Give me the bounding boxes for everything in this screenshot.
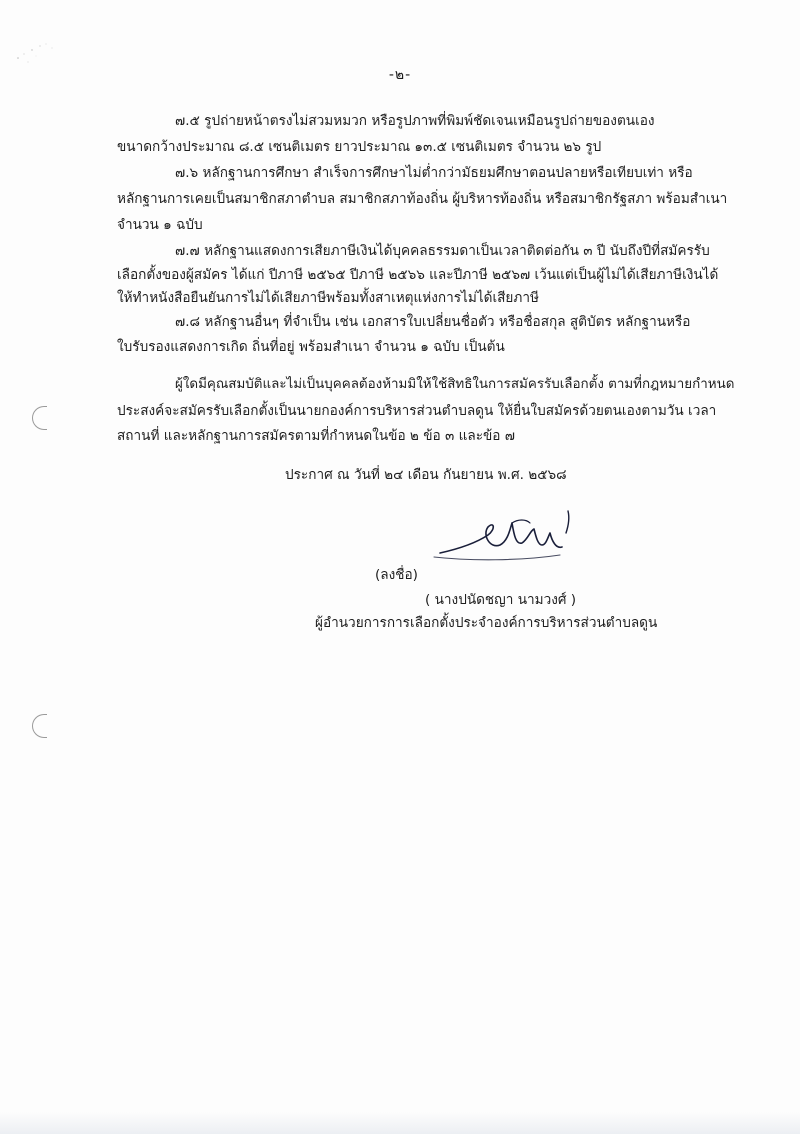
item-7-6-line-2: หลักฐานการเคยเป็นสมาชิกสภาตำบล สมาชิกสภาท้องถิ่น ผู้บริหารท้องถิ่น หรือสมาชิกรัฐสภา พร้อมสำเนา — [117, 191, 728, 207]
binder-hole-top — [32, 406, 47, 430]
binder-hole-bottom — [32, 714, 47, 738]
item-7-5-line-2: ขนาดกว้างประมาณ ๘.๕ เซนติเมตร ยาวประมาณ ๑๓.๕ เซนติเมตร จำนวน ๒๖ รูป — [117, 139, 602, 155]
announcement-date: ประกาศ ณ วันที่ ๒๔ เดือน กันยายน พ.ศ. ๒๕๖๘ — [285, 467, 567, 483]
item-7-7-line-3: ให้ทำหนังสือยืนยันการไม่ได้เสียภาษีพร้อมทั้งสาเหตุแห่งการไม่ได้เสียภาษี — [117, 290, 539, 306]
item-7-8-line-2: ใบรับรองแสดงการเกิด ถิ่นที่อยู่ พร้อมสำเนา จำนวน ๑ ฉบับ เป็นต้น — [117, 339, 505, 355]
closing-line-3: สถานที่ และหลักฐานการสมัครตามที่กำหนดในข้อ ๒ ข้อ ๓ และข้อ ๗ — [117, 428, 515, 444]
page-number: -๒- — [388, 67, 412, 83]
item-7-8-line-1: ๗.๘ หลักฐานอื่นๆ ที่จำเป็น เช่น เอกสารใบเปลี่ยนชื่อตัว หรือชื่อสกุล สูติบัตร หลักฐานหรือ — [175, 314, 691, 330]
signer-name: ( นางปนัดชญา นามวงศ์ ) — [425, 592, 577, 608]
item-7-5-line-1: ๗.๕ รูปถ่ายหน้าตรงไม่สวมหมวก หรือรูปภาพที่พิมพ์ชัดเจนเหมือนรูปถ่ายของตนเอง — [175, 113, 655, 129]
item-7-6-line-3: จำนวน ๑ ฉบับ — [117, 217, 203, 233]
signature-label: (ลงชื่อ) — [375, 567, 418, 583]
signer-title: ผู้อำนวยการการเลือกตั้งประจำองค์การบริหารส่วนตำบลดูน — [315, 615, 658, 631]
signature-image — [430, 505, 580, 580]
item-7-7-line-2: เลือกตั้งของผู้สมัคร ได้แก่ ปีภาษี ๒๕๖๕ ปีภาษี ๒๕๖๖ และปีภาษี ๒๕๖๗ เว้นแต่เป็นผู้ไม่ได้เสียภาษีเงินได้ — [117, 267, 719, 283]
closing-line-1: ผู้ใดมีคุณสมบัติและไม่เป็นบุคคลต้องห้ามมิให้ใช้สิทธิในการสมัครรับเลือกตั้ง ตามที่กฎหมายกำหนด — [175, 377, 735, 392]
scan-edge — [0, 1112, 800, 1134]
item-7-6-line-1: ๗.๖ หลักฐานการศึกษา สำเร็จการศึกษาไม่ต่ำกว่ามัธยมศึกษาตอนปลายหรือเทียบเท่า หรือ — [175, 165, 693, 181]
item-7-7-line-1: ๗.๗ หลักฐานแสดงการเสียภาษีเงินได้บุคคลธรรมดาเป็นเวลาติดต่อกัน ๓ ปี นับถึงปีที่สมัครรับ — [175, 243, 710, 259]
closing-line-2: ประสงค์จะสมัครรับเลือกตั้งเป็นนายกองค์การบริหารส่วนตำบลดูน ให้ยื่นใบสมัครด้วยตนเองตามวัน เวลา — [117, 403, 717, 419]
